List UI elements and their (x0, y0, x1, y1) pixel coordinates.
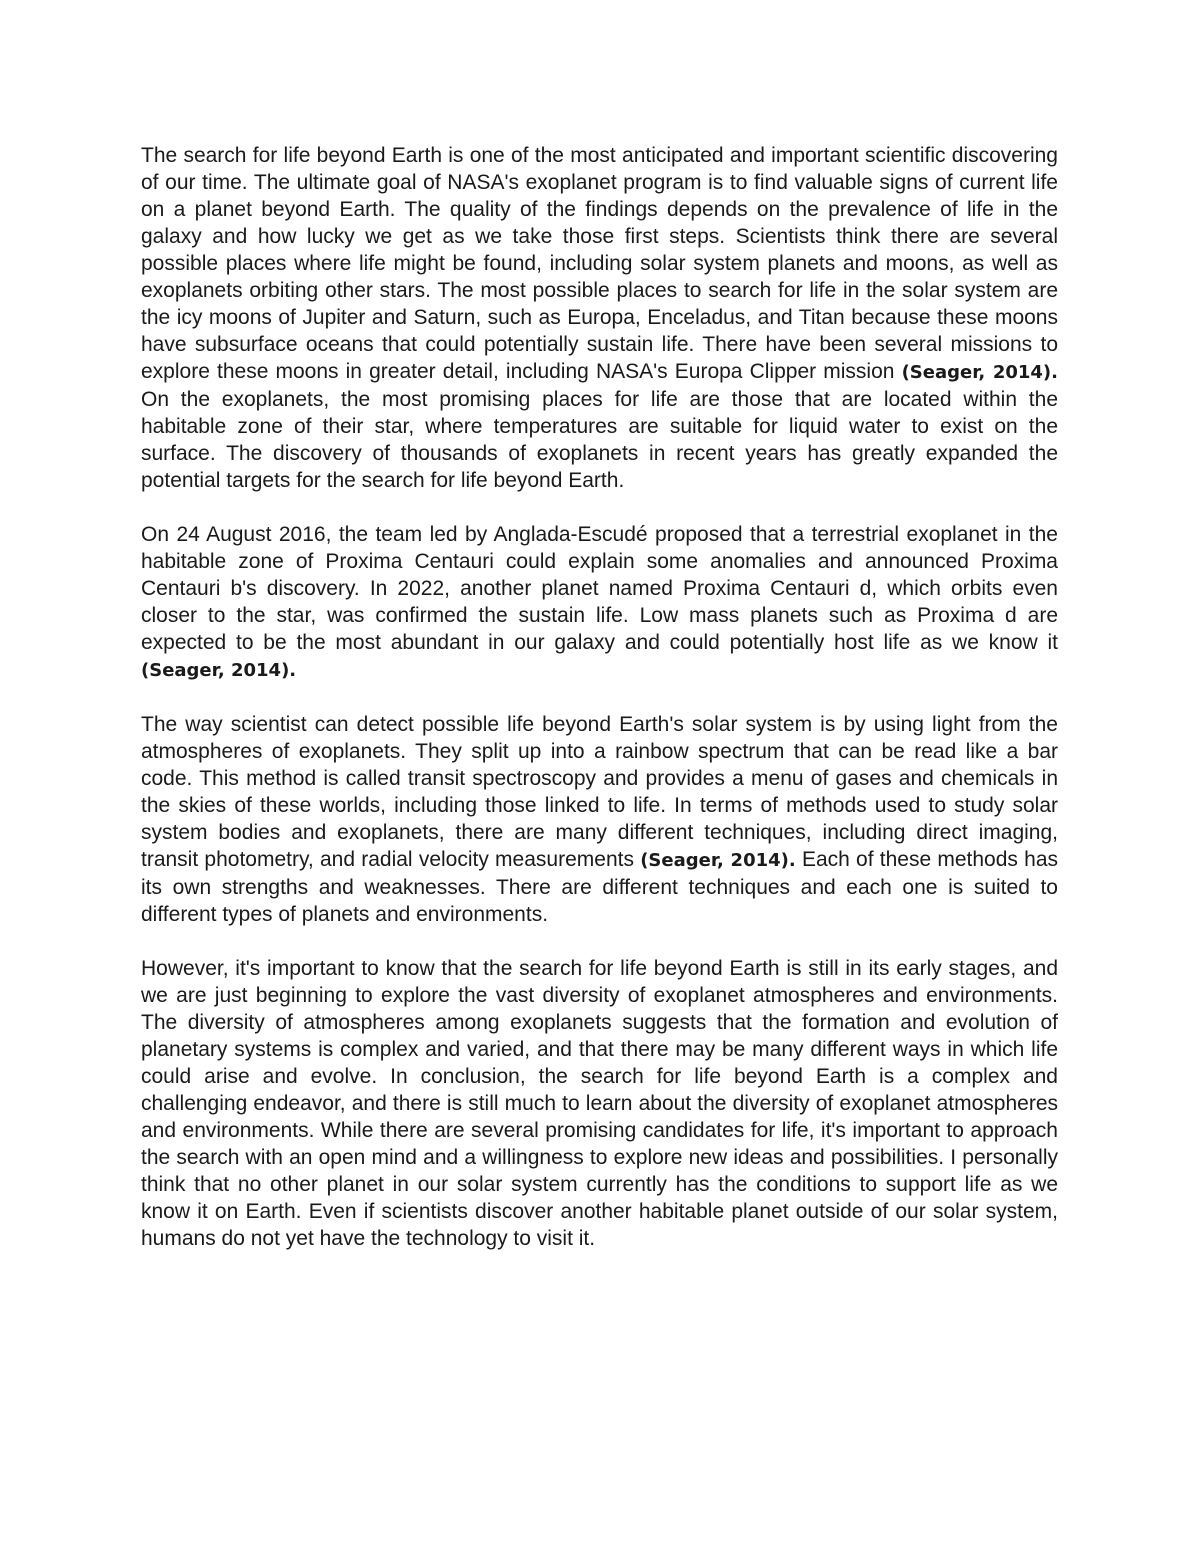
citation-seager-2014: (Seager, 2014). (141, 660, 297, 681)
document-page (141, 142, 1058, 1279)
paragraph-2 (141, 521, 1058, 684)
paragraph-3 (141, 711, 1058, 928)
paragraph-1-text-b: On the exoplanets, the most promising places for life are those that are located within the habitable zone of their star, where temperatures are suitable for liquid water to exist on the surface. The discovery of thousands of exoplanets in recent years has greatly expanded the potential targets for the search for life beyond Earth. (141, 388, 1058, 492)
paragraph-4-text-a: However, it's important to know that the search for life beyond Earth is still in its early stages, and we are just beginning to explore the vast diversity of exoplanet atmospheres and environments. The diversity of atmospheres among exoplanets suggests that the formation and evolution of planetary systems is complex and varied, and that there may be many different ways in which life could arise and evolve. In conclusion, the search for life beyond Earth is a complex and challenging endeavor, and there is still much to learn about the diversity of exoplanet atmospheres and environments. While there are several promising candidates for life, it's important to approach the search with an open mind and a willingness to explore new ideas and possibilities. I personally think that no other planet in our solar system currently has the conditions to support life as we know it on Earth. Even if scientists discover another habitable planet outside of our solar system, humans do not yet have the technology to visit it. (141, 957, 1058, 1250)
paragraph-3-text-b: Each of these methods has its own strengths and weaknesses. There are different techniques and each one is suited to different types of planets and environments. (141, 848, 1058, 926)
paragraph-1-text-a: The search for life beyond Earth is one of the most anticipated and important scientific discovering of our time. The ultimate goal of NASA's exoplanet program is to find valuable signs of current life on a planet beyond Earth. The quality of the findings depends on the prevalence of life in the galaxy and how lucky we get as we take those first steps. Scientists think there are several possible places where life might be found, including solar system planets and moons, as well as exoplanets orbiting other stars. The most possible places to search for life in the solar system are the icy moons of Jupiter and Saturn, such as Europa, Enceladus, and Titan because these moons have subsurface oceans that could potentially sustain life. There have been several missions to explore these moons in greater detail, including NASA's Europa Clipper mission (141, 144, 1058, 383)
paragraph-3-text-a: The way scientist can detect possible life beyond Earth's solar system is by using light from the atmospheres of exoplanets. They split up into a rainbow spectrum that can be read like a bar code. This method is called transit spectroscopy and provides a menu of gases and chemicals in the skies of these worlds, including those linked to life. In terms of methods used to study solar system bodies and exoplanets, there are many different techniques, including direct imaging, transit photometry, and radial velocity measurements (141, 713, 1058, 871)
citation-seager-2014: (Seager, 2014). (901, 362, 1058, 383)
citation-seager-2014: (Seager, 2014). (640, 850, 796, 871)
paragraph-1 (141, 142, 1058, 494)
paragraph-2-text-a: On 24 August 2016, the team led by Anglada-Escudé proposed that a terrestrial exoplanet in the habitable zone of Proxima Centauri could explain some anomalies and announced Proxima Centauri b's discovery. In 2022, another planet named Proxima Centauri d, which orbits even closer to the star, was confirmed the sustain life. Low mass planets such as Proxima d are expected to be the most abundant in our galaxy and could potentially host life as we know it (141, 523, 1058, 654)
paragraph-4 (141, 955, 1058, 1252)
